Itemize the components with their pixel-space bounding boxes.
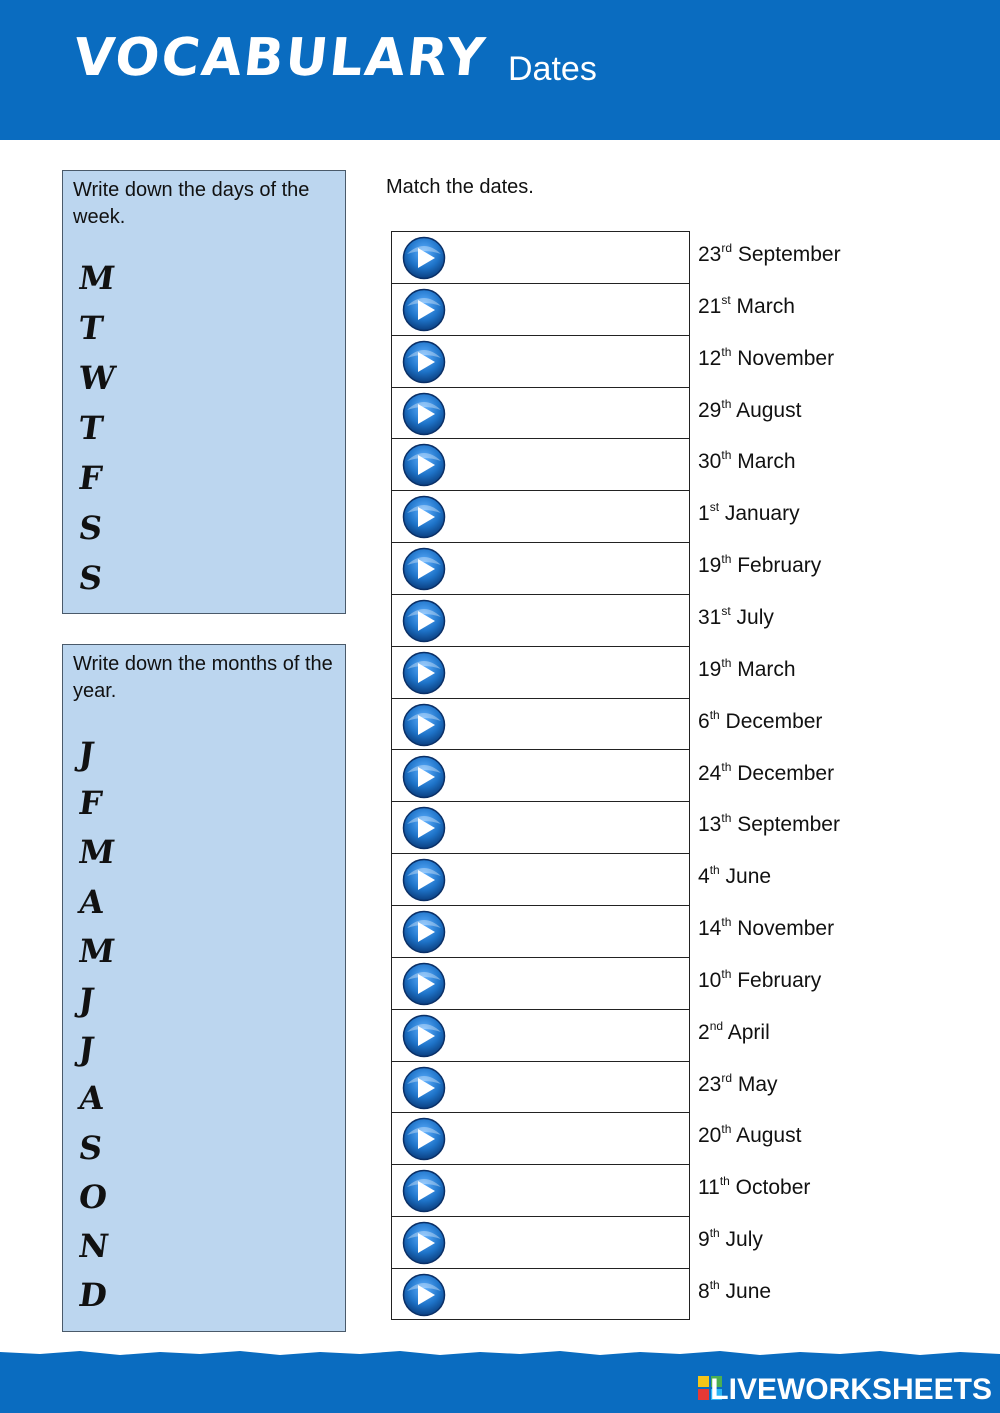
date-ordinal-suffix: th [721, 344, 732, 359]
audio-answer-cell[interactable] [392, 439, 689, 491]
date-month: August [736, 398, 802, 422]
months-panel-heading: Write down the months of the year. [73, 653, 333, 702]
date-day-number: 2 [698, 1020, 710, 1044]
date-day-number: 19 [698, 657, 722, 681]
date-ordinal-suffix: th [709, 863, 720, 878]
month-initial-letter: J [76, 735, 97, 773]
date-day-number: 20 [698, 1124, 722, 1148]
audio-answer-cell[interactable] [392, 906, 689, 958]
play-audio-icon[interactable] [402, 1014, 446, 1058]
audio-answer-cell[interactable] [392, 1113, 689, 1165]
date-day-number: 1 [698, 502, 710, 526]
month-initial-letter: N [76, 1227, 111, 1265]
date-ordinal-suffix: st [721, 603, 731, 618]
month-initial-letter: D [76, 1276, 110, 1315]
date-label [698, 396, 802, 423]
date-label [698, 1124, 801, 1148]
play-audio-icon[interactable] [402, 1273, 446, 1317]
date-day-number: 24 [698, 761, 722, 785]
play-audio-icon[interactable] [402, 599, 446, 643]
play-audio-icon[interactable] [402, 703, 446, 747]
date-month: October [735, 1176, 811, 1200]
month-initial-letter: M [76, 931, 118, 970]
day-initial-letter: F [76, 459, 105, 497]
date-month: March [737, 450, 796, 474]
play-audio-icon[interactable] [402, 910, 446, 954]
date-ordinal-suffix: th [721, 655, 732, 670]
audio-answer-cell[interactable] [392, 543, 689, 595]
audio-answer-cell[interactable] [392, 491, 689, 543]
month-initial-letter: S [76, 1128, 105, 1167]
date-day-number: 6 [698, 709, 710, 733]
months-of-year-panel [62, 644, 346, 1332]
date-day-number: 8 [698, 1280, 710, 1303]
audio-answer-grid [391, 231, 690, 1320]
date-label [698, 759, 835, 786]
play-audio-icon[interactable] [402, 1221, 446, 1265]
audio-answer-cell[interactable] [392, 1217, 689, 1269]
page-subtitle: Dates [508, 50, 597, 88]
date-month: June [725, 1280, 772, 1303]
date-label [698, 603, 774, 630]
play-audio-icon[interactable] [402, 755, 446, 799]
date-ordinal-suffix: st [709, 500, 720, 515]
date-day-number: 12 [698, 346, 722, 370]
date-month: March [736, 294, 795, 318]
date-day-number: 10 [698, 968, 722, 992]
audio-answer-cell[interactable] [392, 1165, 689, 1217]
audio-answer-cell[interactable] [392, 595, 689, 647]
date-day-number: 4 [698, 865, 710, 889]
date-label [698, 292, 795, 319]
date-month: September [737, 813, 840, 837]
day-initial-letter: T [76, 309, 106, 347]
date-day-number: 23 [698, 243, 722, 266]
play-audio-icon[interactable] [402, 962, 446, 1006]
footer-torn-edge [0, 1347, 1000, 1359]
play-audio-icon[interactable] [402, 806, 446, 850]
audio-answer-cell[interactable] [392, 284, 689, 336]
date-ordinal-suffix: th [709, 707, 720, 722]
date-ordinal-suffix: th [721, 1122, 732, 1137]
page-title: VOCABULARY [70, 28, 490, 88]
audio-answer-cell[interactable] [392, 1062, 689, 1114]
date-label [698, 917, 834, 941]
date-day-number: 11 [698, 1176, 720, 1200]
play-audio-icon[interactable] [402, 1169, 446, 1213]
play-audio-icon[interactable] [402, 340, 446, 384]
date-month: December [737, 761, 835, 785]
date-label [698, 865, 771, 889]
day-initial-letter: W [76, 359, 118, 397]
date-day-number: 23 [698, 1072, 722, 1096]
date-month: August [736, 1124, 802, 1148]
date-label [698, 707, 823, 734]
match-heading: Match the dates. [386, 176, 534, 198]
footer-banner [0, 1355, 1000, 1413]
play-audio-icon[interactable] [402, 443, 446, 487]
month-initial-letter: M [76, 833, 118, 872]
play-audio-icon[interactable] [402, 651, 446, 695]
audio-answer-cell[interactable] [392, 388, 689, 440]
date-label [698, 966, 822, 993]
date-month: January [724, 502, 800, 526]
month-initial-letter: J [76, 981, 97, 1019]
date-day-number: 13 [698, 813, 722, 837]
date-month: April [727, 1020, 770, 1044]
play-audio-icon[interactable] [402, 1117, 446, 1161]
audio-answer-cell[interactable] [392, 802, 689, 854]
audio-answer-cell[interactable] [392, 647, 689, 699]
date-month: February [737, 968, 822, 992]
date-day-number: 30 [698, 450, 722, 474]
date-ordinal-suffix: st [721, 292, 731, 307]
date-ordinal-suffix: nd [709, 1018, 724, 1033]
play-audio-icon[interactable] [402, 288, 446, 332]
date-day-number: 9 [698, 1228, 710, 1252]
date-month: February [737, 554, 822, 578]
day-initial-letter: S [76, 559, 105, 597]
date-label [698, 554, 821, 578]
audio-answer-cell[interactable] [392, 1010, 689, 1062]
date-day-number: 21 [698, 294, 722, 318]
play-audio-icon[interactable] [402, 1066, 446, 1110]
header-banner [0, 0, 1000, 140]
month-initial-letter: O [76, 1177, 110, 1216]
date-day-number: 19 [698, 554, 722, 578]
date-month: November [737, 917, 835, 941]
audio-answer-cell[interactable] [392, 751, 689, 803]
month-initial-letter: J [76, 1030, 97, 1069]
date-month: December [725, 709, 823, 733]
month-initial-letter: A [76, 1079, 107, 1118]
play-audio-icon[interactable] [402, 236, 446, 280]
play-audio-icon[interactable] [402, 392, 446, 436]
date-label [698, 1176, 810, 1200]
date-ordinal-suffix: th [721, 811, 732, 826]
date-month: July [725, 1228, 763, 1252]
audio-answer-cell[interactable] [392, 336, 689, 388]
audio-answer-cell[interactable] [392, 699, 689, 751]
date-ordinal-suffix: th [719, 1174, 730, 1189]
date-ordinal-suffix: th [721, 552, 732, 567]
date-label [698, 243, 841, 267]
date-ordinal-suffix: th [709, 1226, 720, 1241]
play-audio-icon[interactable] [402, 858, 446, 902]
date-month: November [737, 346, 835, 370]
play-audio-icon[interactable] [402, 547, 446, 591]
date-label [698, 1228, 763, 1252]
days-of-week-panel [62, 170, 346, 614]
date-label [698, 813, 840, 837]
date-ordinal-suffix: th [721, 759, 732, 774]
date-ordinal-suffix: th [721, 915, 732, 930]
date-month: March [737, 657, 796, 681]
date-ordinal-suffix: rd [721, 241, 733, 255]
date-month: May [737, 1072, 778, 1096]
header-torn-edge [0, 118, 1000, 142]
liveworksheets-brand: LIVEWORKSHEETS [710, 1373, 992, 1406]
date-ordinal-suffix: rd [721, 1070, 733, 1085]
date-label [698, 502, 800, 526]
month-initial-letter: A [76, 882, 107, 921]
date-label [698, 655, 796, 682]
audio-answer-cell[interactable] [392, 854, 689, 906]
date-label [698, 1018, 770, 1045]
audio-answer-cell[interactable] [392, 1269, 689, 1321]
date-label [698, 450, 796, 474]
date-ordinal-suffix: th [721, 966, 732, 981]
date-month: September [737, 243, 841, 266]
date-ordinal-suffix: th [721, 448, 732, 463]
day-initial-letter: M [76, 259, 118, 297]
date-ordinal-suffix: th [709, 1278, 720, 1292]
audio-answer-cell[interactable] [392, 958, 689, 1010]
days-panel-heading: Write down the days of the week. [73, 179, 310, 228]
day-initial-letter: S [76, 509, 105, 547]
day-initial-letter: T [76, 409, 106, 447]
audio-answer-cell[interactable] [392, 232, 689, 284]
date-day-number: 29 [698, 398, 722, 422]
month-initial-letter: F [76, 784, 105, 823]
date-label [698, 1280, 771, 1304]
date-day-number: 14 [698, 917, 722, 941]
date-month: July [736, 605, 774, 629]
play-audio-icon[interactable] [402, 495, 446, 539]
date-label [698, 1070, 778, 1097]
date-month: June [725, 865, 772, 889]
date-day-number: 31 [698, 605, 722, 629]
date-label [698, 344, 835, 371]
date-ordinal-suffix: th [721, 396, 732, 411]
